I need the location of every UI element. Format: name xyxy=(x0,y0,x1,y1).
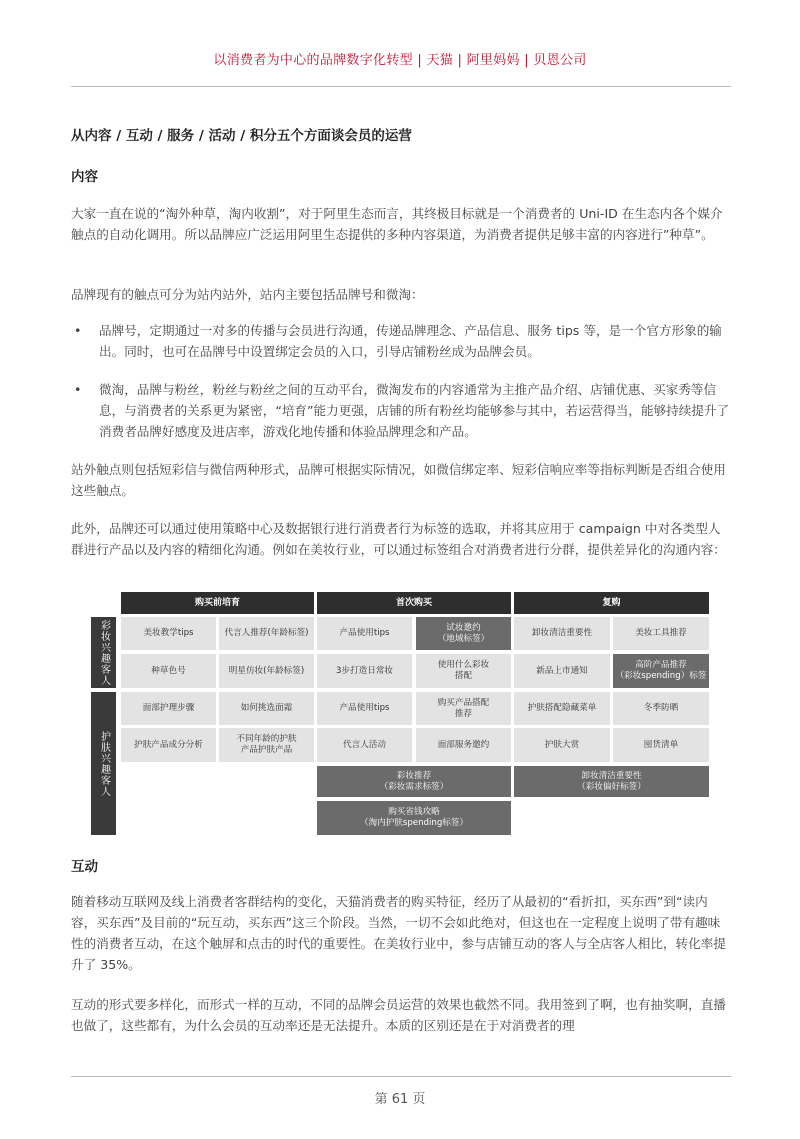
matrix-cell: 新品上市通知 xyxy=(514,654,610,688)
interaction-paragraph-2: 互动的形式要多样化，而形式一样的互动，不同的品牌会员运营的效果也截然不同。我用签到了啊，也有抽奖啊，直播也做了，这些都有，为什么会员的互动率还是无法提升。本质的区别还是在于对消费者的理 xyxy=(71,997,726,1033)
matrix-cell: 如何挑选面霜 xyxy=(219,692,314,725)
matrix-col-header: 首次购买 xyxy=(317,592,511,614)
main-heading: 从内容 / 互动 / 服务 / 活动 / 积分五个方面谈会员的运营 xyxy=(71,128,412,144)
matrix-cell: 美妆教学tips xyxy=(121,617,216,650)
matrix-cell: 彩妆推荐 （彩妆需求标签） xyxy=(317,766,511,797)
matrix-cell: 代言人活动 xyxy=(317,728,412,762)
matrix-cell: 护肤产品成分分析 xyxy=(121,728,216,762)
matrix-cell: 护肤搭配隐藏菜单 xyxy=(514,692,610,725)
content-paragraph-1: 大家一直在说的“淘外种草，淘内收割”，对于阿里生态而言，其终极目标就是一个消费者的 Uni-ID 在生态内各个媒介触点的自动化调用。所以品牌应广泛运用阿里生态提供的多种内容渠道，为消费者提供足够丰富的内容进行”种草”。 xyxy=(71,206,723,242)
matrix-cell: 试妆邀约 （地域标签） xyxy=(416,617,511,650)
matrix-cell: 明星仿妆(年龄标签) xyxy=(219,654,314,688)
content-heading: 内容 xyxy=(71,169,98,185)
header-title: 以消费者为中心的品牌数字化转型 | 天猫 | 阿里妈妈 | 贝恩公司 xyxy=(213,53,587,68)
matrix-cell: 代言人推荐(年龄标签) xyxy=(219,617,314,650)
header-divider xyxy=(71,86,731,87)
bullet-icon: • xyxy=(74,323,82,338)
matrix-cell: 使用什么彩妆 搭配 xyxy=(416,654,511,688)
matrix-cell: 种草色号 xyxy=(121,654,216,688)
matrix-cell: 卸妆清洁重要性 （彩妆偏好标签） xyxy=(514,766,709,797)
segment-matrix xyxy=(91,592,709,835)
matrix-cell: 产品使用tips xyxy=(317,692,412,725)
matrix-cell: 面部服务邀约 xyxy=(416,728,511,762)
matrix-cell: 产品使用tips xyxy=(317,617,412,650)
matrix-row-header: 彩妆兴趣客人 xyxy=(91,617,116,688)
content-paragraph-2: 品牌现有的触点可分为站内站外，站内主要包括品牌号和微淘： xyxy=(71,287,424,302)
page-number: 第 61 页 xyxy=(374,1092,426,1107)
bullet-icon: • xyxy=(74,382,82,397)
matrix-cell: 囤货清单 xyxy=(613,728,709,762)
footer-divider xyxy=(71,1076,731,1077)
matrix-cell: 3步打造日常妆 xyxy=(317,654,412,688)
matrix-col-header: 购买前培育 xyxy=(121,592,314,614)
matrix-cell: 不同年龄的护肤 产品护肤产品 xyxy=(219,728,314,762)
matrix-cell: 面部护理步骤 xyxy=(121,692,216,725)
interaction-heading: 互动 xyxy=(71,859,98,875)
matrix-cell: 购买产品搭配 推荐 xyxy=(416,692,511,725)
matrix-cell: 冬季防晒 xyxy=(613,692,709,725)
matrix-cell: 护肤大赏 xyxy=(514,728,610,762)
interaction-paragraph-1: 随着移动互联网及线上消费者客群结构的变化，天猫消费者的购买特征，经历了从最初的“看折扣，买东西”到“读内容，买东西”及目前的“玩互动，买东西”这三个阶段。当然，一切不会如此绝对，但这也在一定程度上说明了带有趣味性的消费者互动，在这个触屏和点击的时代的重要性。在美妆行业中，参与店铺互动的客人与全店客人相比，转化率提升了 35%。 xyxy=(71,894,726,972)
list-item-text: 品牌号，定期通过一对多的传播与会员进行沟通，传递品牌理念、产品信息、服务 tips 等，是一个官方形象的输出。同时，也可在品牌号中设置绑定会员的入口，引导店铺粉丝成为品牌会员。 xyxy=(99,323,722,359)
content-paragraph-3: 站外触点则包括短彩信与微信两种形式，品牌可根据实际情况，如微信绑定率、短彩信响应率等指标判断是否组合使用这些触点。 xyxy=(71,462,726,498)
matrix-cell: 高阶产品推荐 （彩妆spending）标签 xyxy=(613,654,709,688)
content-paragraph-4: 此外，品牌还可以通过使用策略中心及数据银行进行消费者行为标签的选取，并将其应用于 campaign 中对各类型人群进行产品以及内容的精细化沟通。例如在美妆行业，可以通过标签组合对消费者进行分群，提供差异化的沟通内容： xyxy=(71,521,726,557)
matrix-cell: 美妆工具推荐 xyxy=(613,617,709,650)
matrix-row-header: 护肤兴趣客人 xyxy=(91,692,116,835)
matrix-cell: 购买省钱攻略 （淘内护肤spending标签） xyxy=(317,801,511,835)
matrix-col-header: 复购 xyxy=(514,592,709,614)
matrix-cell: 卸妆清洁重要性 xyxy=(514,617,610,650)
list-item-text: 微淘，品牌与粉丝，粉丝与粉丝之间的互动平台，微淘发布的内容通常为主推产品介绍、店铺优惠、买家秀等信息，与消费者的关系更为紧密，“培育”能力更强，店铺的所有粉丝均能够参与其中，若运营得当，能够持续提升了消费者品牌好感度及进店率，游戏化地传播和体验品牌理念和产品。 xyxy=(99,382,730,439)
